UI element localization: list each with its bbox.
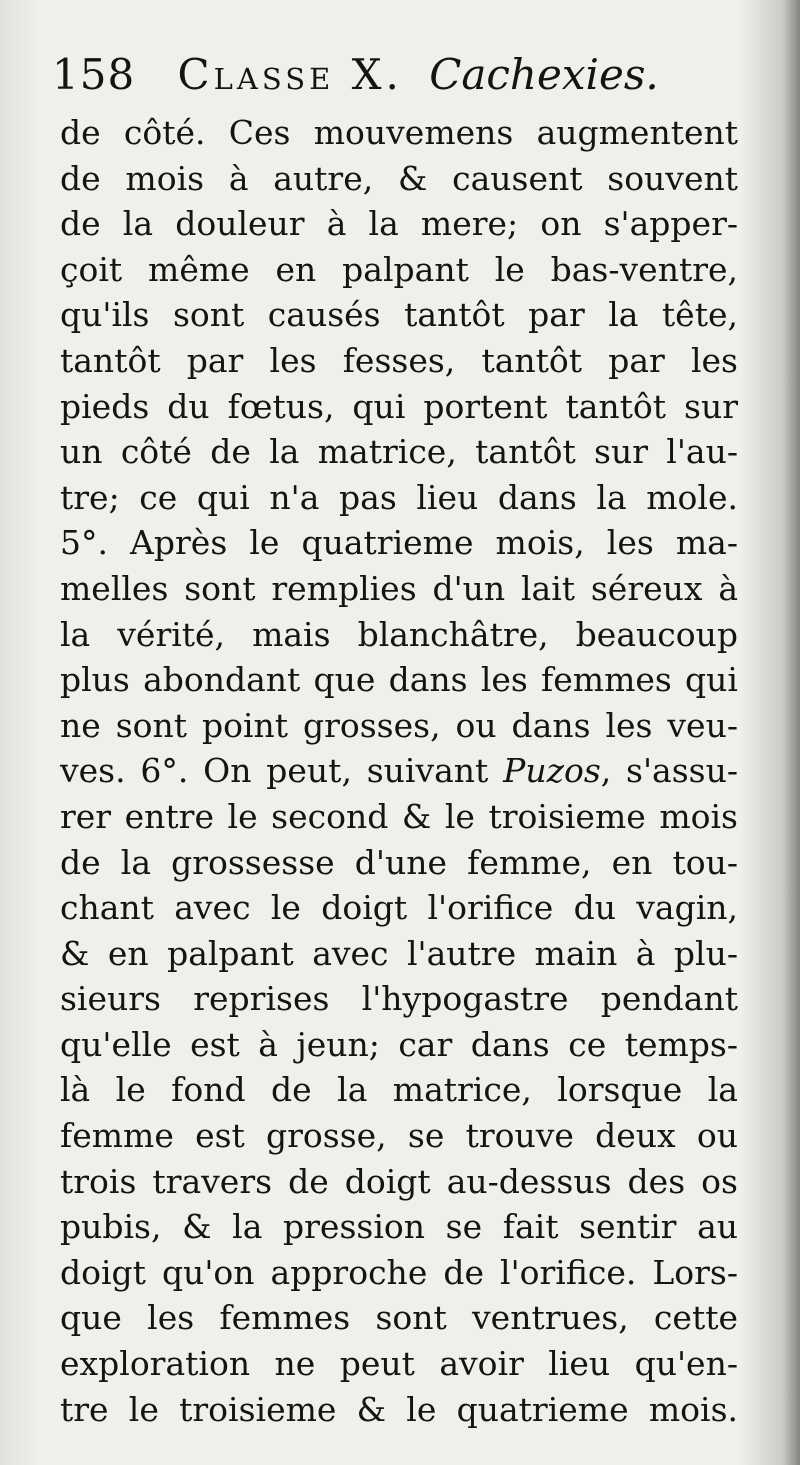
text-line: de la grossesse d'une femme, en tou- (60, 842, 738, 882)
text-line: tre; ce qui n'a pas lieu dans la mole. (60, 477, 738, 517)
text-line: qu'ils sont causés tantôt par la tête, (60, 295, 738, 335)
text-line: rer entre le second & le troisieme mois (60, 796, 738, 836)
chapter-label: Cachexies. (429, 50, 659, 99)
text-line: de mois à autre, & causent souvent (60, 158, 738, 198)
text-line: çoit même en palpant le bas-ventre, (60, 249, 738, 289)
body-text (60, 110, 738, 1432)
text-line: plus abondant que dans les femmes qui (60, 660, 738, 700)
text-line: de la douleur à la mere; on s'apper- (60, 204, 738, 244)
text-line: que les femmes sont ventrues, cette (60, 1298, 738, 1338)
text-line: tantôt par les fesses, tantôt par les (60, 340, 738, 380)
text-line: sieurs reprises l'hypogastre pendant (60, 979, 738, 1019)
text-line: ves. 6°. On peut, suivant Puzos, s'assu- (60, 751, 739, 791)
running-header (52, 48, 659, 102)
text-line: pubis, & la pression se fait sentir au (60, 1207, 738, 1247)
text-line: tre le troisieme & le quatrieme mois. (60, 1389, 738, 1429)
text-line: la vérité, mais blanchâtre, beaucoup (60, 614, 738, 654)
class-label: Classe X. (177, 50, 403, 99)
text-line: chant avec le doigt l'orifice du vagin, (60, 888, 738, 928)
text-line: exploration ne peut avoir lieu qu'en- (60, 1344, 738, 1384)
text-line: femme est grosse, se trouve deux ou (60, 1116, 738, 1156)
text-line: trois travers de doigt au-dessus des os (60, 1161, 738, 1201)
text-line: là le fond de la matrice, lorsque la (60, 1070, 738, 1110)
text-line: pieds du fœtus, qui portent tantôt sur (60, 386, 738, 426)
text-line: qu'elle est à jeun; car dans ce temps- (60, 1024, 738, 1064)
text-line: ne sont point grosses, ou dans les veu- (60, 705, 738, 745)
text-line: doigt qu'on approche de l'orifice. Lors- (60, 1252, 738, 1292)
text-line: 5°. Après le quatrieme mois, les ma- (60, 523, 738, 563)
text-line: & en palpant avec l'autre main à plu- (60, 933, 738, 973)
text-line: melles sont remplies d'un lait séreux à (60, 568, 738, 608)
page-number: 158 (52, 50, 136, 99)
text-line: un côté de la matrice, tantôt sur l'au- (60, 432, 738, 472)
text-line: de côté. Ces mouvemens augmentent (60, 113, 738, 152)
